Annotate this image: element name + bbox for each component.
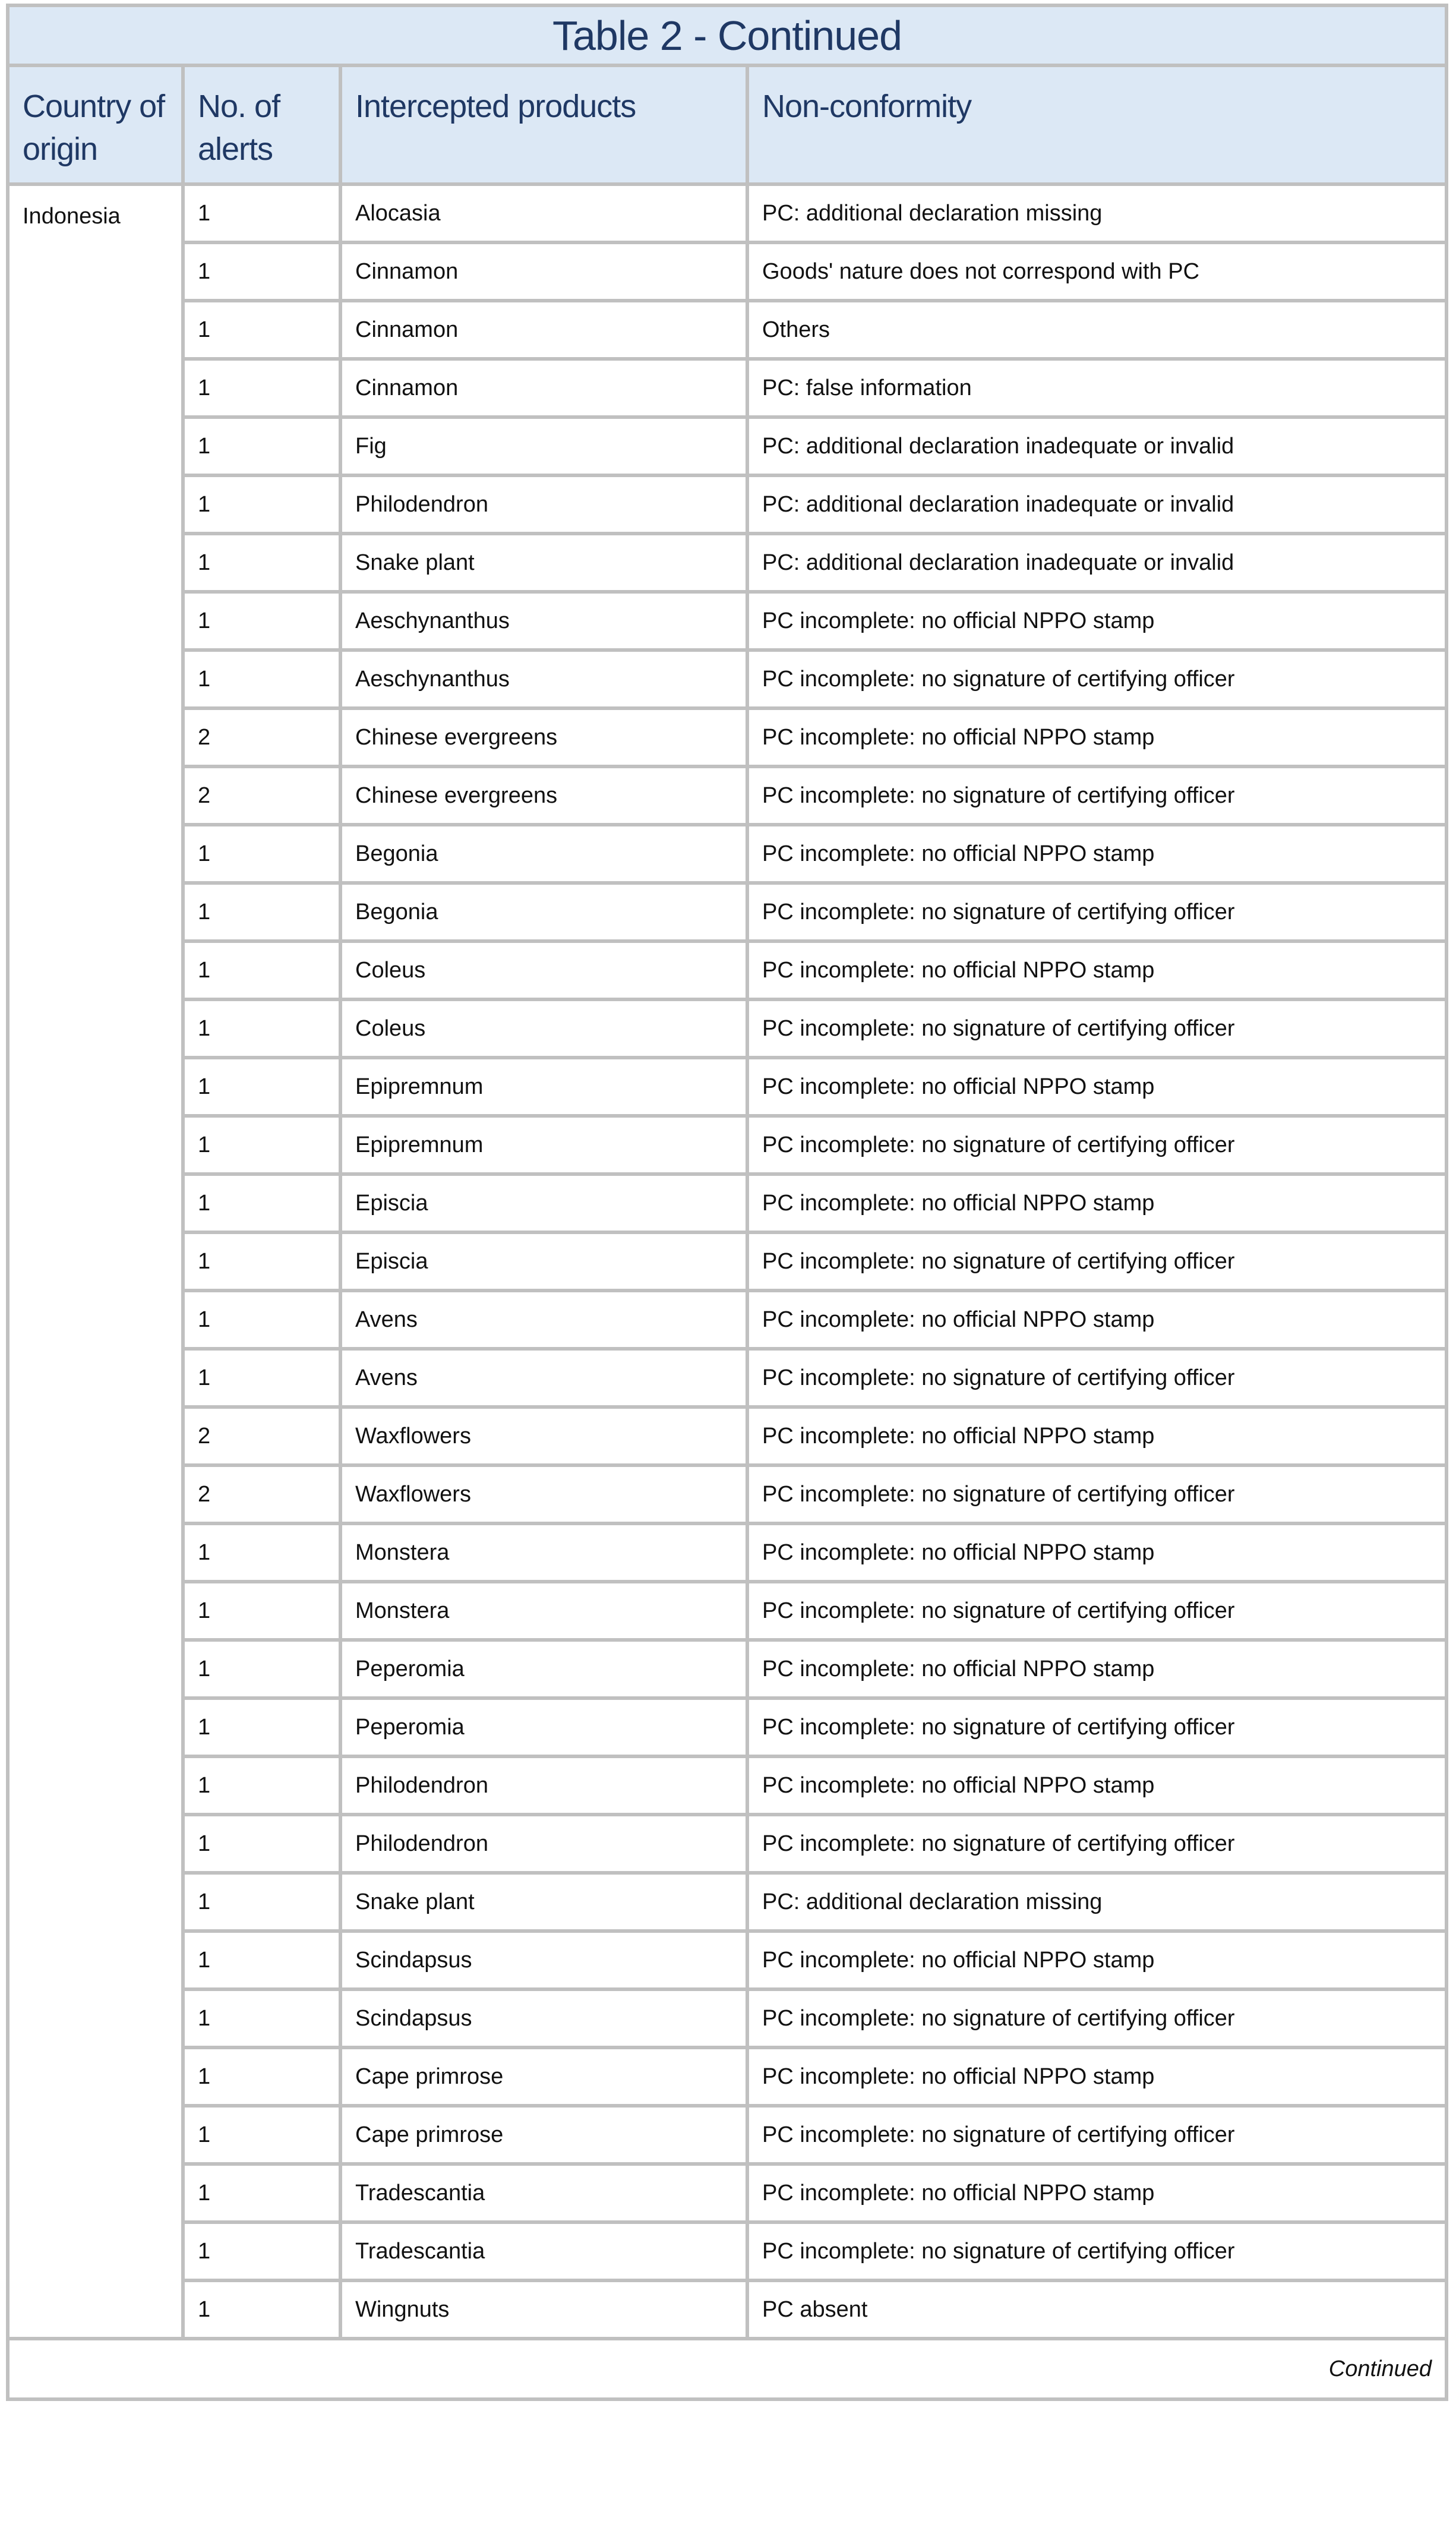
alerts-cell: 1 — [183, 1989, 340, 2047]
alerts-cell: 1 — [183, 359, 340, 417]
product-cell: Philodendron — [340, 1756, 747, 1815]
alerts-cell: 2 — [183, 766, 340, 825]
table-row — [8, 2164, 1446, 2222]
alerts-cell: 1 — [183, 242, 340, 301]
alerts-cell: 1 — [183, 2047, 340, 2106]
alerts-cell: 1 — [183, 650, 340, 708]
product-cell: Begonia — [340, 883, 747, 941]
product-cell: Wingnuts — [340, 2280, 747, 2339]
alerts-cell: 1 — [183, 1756, 340, 1815]
product-cell: Alocasia — [340, 184, 747, 242]
table-row — [8, 184, 1446, 242]
table-row — [8, 2280, 1446, 2339]
nonconformity-cell: PC: false information — [747, 359, 1446, 417]
table-row — [8, 1698, 1446, 1756]
alerts-cell: 1 — [183, 883, 340, 941]
alerts-cell: 1 — [183, 417, 340, 475]
product-cell: Tradescantia — [340, 2222, 747, 2280]
product-cell: Scindapsus — [340, 1931, 747, 1989]
nonconformity-cell: PC incomplete: no official NPPO stamp — [747, 708, 1446, 766]
nonconformity-cell: PC: additional declaration missing — [747, 1873, 1446, 1931]
nonconformity-cell: PC incomplete: no signature of certifying officer — [747, 1465, 1446, 1523]
alerts-cell: 1 — [183, 592, 340, 650]
table-row — [8, 766, 1446, 825]
nonconformity-cell: PC incomplete: no signature of certifying officer — [747, 1232, 1446, 1291]
header-nonconformity: Non-conformity — [747, 65, 1446, 184]
table-row — [8, 650, 1446, 708]
product-cell: Snake plant — [340, 1873, 747, 1931]
product-cell: Aeschynanthus — [340, 650, 747, 708]
table-row — [8, 417, 1446, 475]
table-row — [8, 825, 1446, 883]
table-row — [8, 1523, 1446, 1582]
continued-note: Continued — [8, 2339, 1446, 2399]
alerts-cell: 1 — [183, 1698, 340, 1756]
product-cell: Begonia — [340, 825, 747, 883]
product-cell: Coleus — [340, 941, 747, 999]
alerts-cell: 1 — [183, 825, 340, 883]
nonconformity-cell: PC incomplete: no official NPPO stamp — [747, 592, 1446, 650]
nonconformity-cell: PC incomplete: no signature of certifying officer — [747, 1116, 1446, 1174]
nonconformity-cell: PC incomplete: no signature of certifying officer — [747, 1582, 1446, 1640]
table-row — [8, 1291, 1446, 1349]
nonconformity-cell: PC incomplete: no signature of certifying officer — [747, 1349, 1446, 1407]
product-cell: Avens — [340, 1291, 747, 1349]
product-cell: Episcia — [340, 1232, 747, 1291]
product-cell: Philodendron — [340, 475, 747, 534]
alerts-cell: 1 — [183, 2164, 340, 2222]
product-cell: Waxflowers — [340, 1407, 747, 1465]
alerts-table — [6, 4, 1448, 2401]
product-cell: Cinnamon — [340, 301, 747, 359]
product-cell: Waxflowers — [340, 1465, 747, 1523]
nonconformity-cell: PC incomplete: no signature of certifying officer — [747, 2222, 1446, 2280]
nonconformity-cell: PC incomplete: no signature of certifying officer — [747, 766, 1446, 825]
product-cell: Epipremnum — [340, 1116, 747, 1174]
alerts-cell: 2 — [183, 1407, 340, 1465]
alerts-cell: 1 — [183, 1582, 340, 1640]
product-cell: Cape primrose — [340, 2106, 747, 2164]
product-cell: Scindapsus — [340, 1989, 747, 2047]
table-row — [8, 1815, 1446, 1873]
alerts-cell: 1 — [183, 184, 340, 242]
nonconformity-cell: Others — [747, 301, 1446, 359]
alerts-cell: 1 — [183, 2106, 340, 2164]
table-row — [8, 1640, 1446, 1698]
table-row — [8, 1174, 1446, 1232]
product-cell: Cinnamon — [340, 359, 747, 417]
alerts-cell: 2 — [183, 1465, 340, 1523]
alerts-cell: 1 — [183, 999, 340, 1058]
header-country: Country of origin — [8, 65, 183, 184]
header-alerts: No. of alerts — [183, 65, 340, 184]
table-row — [8, 301, 1446, 359]
product-cell: Cinnamon — [340, 242, 747, 301]
nonconformity-cell: PC incomplete: no official NPPO stamp — [747, 941, 1446, 999]
product-cell: Monstera — [340, 1582, 747, 1640]
alerts-cell: 1 — [183, 301, 340, 359]
alerts-cell: 1 — [183, 1291, 340, 1349]
nonconformity-cell: PC incomplete: no signature of certifying officer — [747, 650, 1446, 708]
nonconformity-cell: PC incomplete: no official NPPO stamp — [747, 825, 1446, 883]
table-row — [8, 999, 1446, 1058]
nonconformity-cell: PC: additional declaration missing — [747, 184, 1446, 242]
product-cell: Monstera — [340, 1523, 747, 1582]
table-row — [8, 592, 1446, 650]
alerts-cell: 2 — [183, 708, 340, 766]
header-products: Intercepted products — [340, 65, 747, 184]
table-row — [8, 1873, 1446, 1931]
table-row — [8, 1116, 1446, 1174]
nonconformity-cell: PC incomplete: no official NPPO stamp — [747, 1407, 1446, 1465]
table-row — [8, 1756, 1446, 1815]
table-row — [8, 941, 1446, 999]
nonconformity-cell: PC incomplete: no signature of certifying officer — [747, 1698, 1446, 1756]
table-row — [8, 2106, 1446, 2164]
product-cell: Philodendron — [340, 1815, 747, 1873]
nonconformity-cell: PC incomplete: no official NPPO stamp — [747, 1523, 1446, 1582]
country-cell: Indonesia — [8, 184, 183, 2339]
nonconformity-cell: PC incomplete: no official NPPO stamp — [747, 2164, 1446, 2222]
product-cell: Fig — [340, 417, 747, 475]
table-row — [8, 1931, 1446, 1989]
nonconformity-cell: PC incomplete: no signature of certifying officer — [747, 2106, 1446, 2164]
nonconformity-cell: PC absent — [747, 2280, 1446, 2339]
alerts-cell: 1 — [183, 1815, 340, 1873]
nonconformity-cell: PC incomplete: no official NPPO stamp — [747, 2047, 1446, 2106]
alerts-cell: 1 — [183, 475, 340, 534]
nonconformity-cell: Goods' nature does not correspond with PC — [747, 242, 1446, 301]
product-cell: Chinese evergreens — [340, 708, 747, 766]
nonconformity-cell: PC: additional declaration inadequate or invalid — [747, 417, 1446, 475]
alerts-cell: 1 — [183, 1523, 340, 1582]
nonconformity-cell: PC incomplete: no official NPPO stamp — [747, 1291, 1446, 1349]
alerts-cell: 1 — [183, 941, 340, 999]
alerts-cell: 1 — [183, 1232, 340, 1291]
product-cell: Tradescantia — [340, 2164, 747, 2222]
product-cell: Epipremnum — [340, 1058, 747, 1116]
table-row — [8, 242, 1446, 301]
table-row — [8, 1232, 1446, 1291]
alerts-cell: 1 — [183, 1640, 340, 1698]
product-cell: Cape primrose — [340, 2047, 747, 2106]
table-row — [8, 883, 1446, 941]
product-cell: Snake plant — [340, 534, 747, 592]
product-cell: Aeschynanthus — [340, 592, 747, 650]
nonconformity-cell: PC incomplete: no signature of certifying officer — [747, 1989, 1446, 2047]
nonconformity-cell: PC incomplete: no official NPPO stamp — [747, 1931, 1446, 1989]
alerts-cell: 1 — [183, 1174, 340, 1232]
nonconformity-cell: PC incomplete: no signature of certifying officer — [747, 883, 1446, 941]
alerts-cell: 1 — [183, 1931, 340, 1989]
table-row — [8, 534, 1446, 592]
table-row — [8, 1407, 1446, 1465]
table-row — [8, 2222, 1446, 2280]
table-title: Table 2 - Continued — [8, 5, 1446, 65]
alerts-cell: 1 — [183, 2280, 340, 2339]
alerts-cell: 1 — [183, 2222, 340, 2280]
alerts-cell: 1 — [183, 1116, 340, 1174]
table-row — [8, 1058, 1446, 1116]
alerts-cell: 1 — [183, 1349, 340, 1407]
alerts-cell: 1 — [183, 1873, 340, 1931]
table-row — [8, 359, 1446, 417]
nonconformity-cell: PC incomplete: no signature of certifying officer — [747, 1815, 1446, 1873]
product-cell: Peperomia — [340, 1698, 747, 1756]
nonconformity-cell: PC incomplete: no official NPPO stamp — [747, 1174, 1446, 1232]
nonconformity-cell: PC: additional declaration inadequate or invalid — [747, 475, 1446, 534]
product-cell: Episcia — [340, 1174, 747, 1232]
table-row — [8, 475, 1446, 534]
table-row — [8, 1989, 1446, 2047]
table-row — [8, 1349, 1446, 1407]
product-cell: Coleus — [340, 999, 747, 1058]
product-cell: Peperomia — [340, 1640, 747, 1698]
nonconformity-cell: PC incomplete: no official NPPO stamp — [747, 1756, 1446, 1815]
nonconformity-cell: PC incomplete: no signature of certifying officer — [747, 999, 1446, 1058]
product-cell: Chinese evergreens — [340, 766, 747, 825]
nonconformity-cell: PC: additional declaration inadequate or invalid — [747, 534, 1446, 592]
table-row — [8, 1582, 1446, 1640]
table-body — [8, 184, 1446, 2339]
product-cell: Avens — [340, 1349, 747, 1407]
table-row — [8, 708, 1446, 766]
alerts-cell: 1 — [183, 1058, 340, 1116]
table-row — [8, 1465, 1446, 1523]
nonconformity-cell: PC incomplete: no official NPPO stamp — [747, 1058, 1446, 1116]
alerts-cell: 1 — [183, 534, 340, 592]
table-row — [8, 2047, 1446, 2106]
nonconformity-cell: PC incomplete: no official NPPO stamp — [747, 1640, 1446, 1698]
